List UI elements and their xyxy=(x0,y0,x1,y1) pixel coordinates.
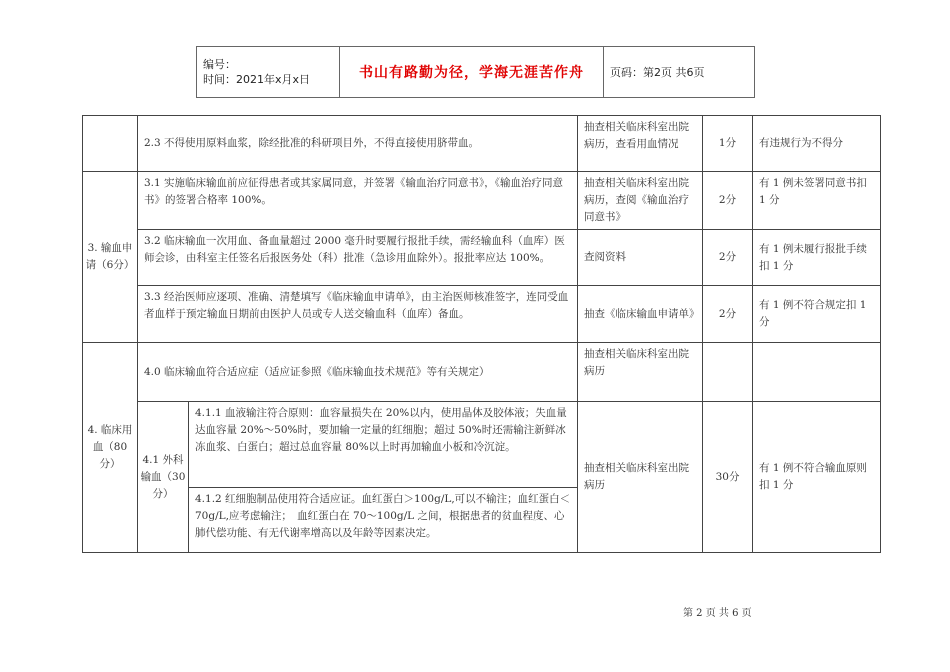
table-row xyxy=(83,116,881,172)
check-method: 抽查《临床输血申请单》 xyxy=(578,286,703,343)
score: 2分 xyxy=(703,172,753,230)
table-row xyxy=(83,230,881,286)
score: 30分 xyxy=(703,402,753,553)
header-page-info: 页码：第2页 共6页 xyxy=(604,47,755,98)
score: 1分 xyxy=(703,116,753,172)
table-row xyxy=(83,172,881,230)
subsection-4-1-label: 4.1 外科输血（30分） xyxy=(138,402,189,553)
section-3-label: 3. 输血申请（6分） xyxy=(83,172,138,343)
score: 2分 xyxy=(703,286,753,343)
header-motto: 书山有路勤为径，学海无涯苦作舟 xyxy=(340,47,604,98)
document-date: 时间：2021年x月x日 xyxy=(203,73,311,86)
criterion-content: 4.1.2 红细胞制品使用符合适应证。血红蛋白＞100g/L,可以不输注；血红蛋白＜70g/L,应考虑输注； 血红蛋白在 70～100g/L 之间，根据患者的贫血程度、心肺代偿功能、有无代谢率增高以及年龄等因素决定。 xyxy=(189,488,578,553)
deduction-rule: 有违规行为不得分 xyxy=(753,116,881,172)
deduction-rule: 有 1 例未履行报批手续扣 1 分 xyxy=(753,230,881,286)
evaluation-table xyxy=(82,115,881,553)
deduction-rule: 有 1 例不符合输血原则扣 1 分 xyxy=(753,402,881,553)
check-method: 抽查相关临床科室出院病历，查看用血情况 xyxy=(578,116,703,172)
score: 2分 xyxy=(703,230,753,286)
check-method: 抽查相关临床科室出院病历 xyxy=(578,343,703,402)
check-method: 查阅资料 xyxy=(578,230,703,286)
table-row xyxy=(83,402,881,488)
criterion-content: 3.1 实施临床输血前应征得患者或其家属同意，并签署《输血治疗同意书》，《输血治疗同意书》的签署合格率 100%。 xyxy=(138,172,578,230)
deduction-empty xyxy=(753,343,881,402)
page-footer: 第 2 页 共 6 页 xyxy=(683,608,752,619)
check-method: 抽查相关临床科室出院病历 xyxy=(578,402,703,553)
criterion-content: 3.2 临床输血一次用血、备血量超过 2000 毫升时要履行报批手续，需经输血科（血库）医师会诊，由科室主任签名后报医务处（科）批准（急诊用血除外）。报批率应达 100%。 xyxy=(138,230,578,286)
criterion-content: 4.0 临床输血符合适应症（适应证参照《临床输血技术规范》等有关规定） xyxy=(138,343,578,402)
criterion-content: 4.1.1 血液输注符合原则：血容量损失在 20%以内，使用晶体及胶体液；失血量达血容量 20%～50%时，要加输一定量的红细胞；超过 50%时还需输注新鲜冰冻血浆、白蛋白；超过总血容量 80%以上时再加输血小板和冷沉淀。 xyxy=(189,402,578,488)
criterion-content: 2.3 不得使用原料血浆，除经批准的科研项目外，不得直接使用脐带血。 xyxy=(138,116,578,172)
check-method: 抽查相关临床科室出院病历，查阅《输血治疗同意书》 xyxy=(578,172,703,230)
table-row xyxy=(83,343,881,402)
section-4-label: 4. 临床用血（80分） xyxy=(83,343,138,553)
document-number-label: 编号： xyxy=(203,58,236,71)
deduction-rule: 有 1 例未签署同意书扣 1 分 xyxy=(753,172,881,230)
score-empty xyxy=(703,343,753,402)
deduction-rule: 有 1 例不符合规定扣 1 分 xyxy=(753,286,881,343)
header-meta xyxy=(197,47,340,98)
document-header xyxy=(196,46,755,98)
table-row xyxy=(83,286,881,343)
criterion-content: 3.3 经治医师应逐项、准确、清楚填写《临床输血申请单》，由主治医师核准签字，连同受血者血样于预定输血日期前由医护人员或专人送交输血科（血库）备血。 xyxy=(138,286,578,343)
category-cell-empty xyxy=(83,116,138,172)
